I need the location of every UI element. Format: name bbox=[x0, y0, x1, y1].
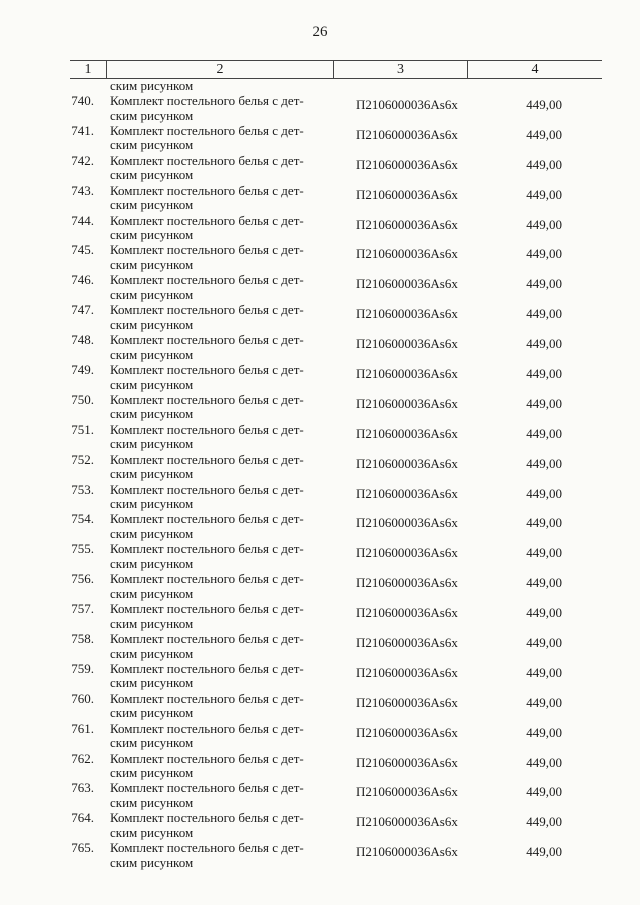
row-number: 743. bbox=[71, 182, 94, 198]
row-description-line-1: Комплект постельного белья с дет- bbox=[110, 571, 304, 587]
row-description-line-2: ским рисунком bbox=[110, 615, 194, 631]
row-description bbox=[110, 243, 330, 272]
row-price: 449,00 bbox=[526, 605, 562, 621]
table-row bbox=[0, 751, 640, 781]
row-number: 757. bbox=[71, 601, 94, 617]
row-price: 449,00 bbox=[526, 694, 562, 710]
row-description-line-2: ским рисунком bbox=[110, 197, 194, 213]
row-description-line-2: ским рисунком bbox=[110, 376, 194, 392]
row-number: 748. bbox=[71, 332, 94, 348]
row-description bbox=[110, 154, 330, 183]
row-description bbox=[110, 273, 330, 302]
row-code: П2106000036Аs6х bbox=[356, 186, 458, 202]
row-code: П2106000036Аs6х bbox=[356, 754, 458, 770]
row-price: 449,00 bbox=[526, 664, 562, 680]
row-number: 749. bbox=[71, 362, 94, 378]
row-description-line-2: ским рисунком bbox=[110, 854, 194, 870]
row-code: П2106000036Аs6х bbox=[356, 784, 458, 800]
row-description-line-1: Комплект постельного белья с дет- bbox=[110, 690, 304, 706]
row-number: 760. bbox=[71, 690, 94, 706]
row-description-line-1: Комплект постельного белья с дет- bbox=[110, 152, 304, 168]
header-col-3: 3 bbox=[334, 61, 468, 79]
row-description-line-1: Комплект постельного белья с дет- bbox=[110, 660, 304, 676]
row-description-line-1: Комплект постельного белья с дет- bbox=[110, 541, 304, 557]
row-description bbox=[110, 214, 330, 243]
row-description-line-1: Комплект постельного белья с дет- bbox=[110, 391, 304, 407]
table-row bbox=[0, 721, 640, 751]
table-row bbox=[0, 392, 640, 422]
row-code: П2106000036Аs6х bbox=[356, 814, 458, 830]
row-number: 746. bbox=[71, 272, 94, 288]
table-body bbox=[0, 93, 640, 870]
table-row bbox=[0, 661, 640, 691]
row-description-line-2: ским рисунком bbox=[110, 346, 194, 362]
row-number: 753. bbox=[71, 481, 94, 497]
row-description-line-1: Комплект постельного белья с дет- bbox=[110, 332, 304, 348]
row-price: 449,00 bbox=[526, 246, 562, 262]
table-row bbox=[0, 422, 640, 452]
table-row bbox=[0, 780, 640, 810]
row-number: 740. bbox=[71, 93, 94, 108]
row-description-line-2: ским рисунком bbox=[110, 585, 194, 601]
row-price: 449,00 bbox=[526, 395, 562, 411]
row-description-line-1: Комплект постельного белья с дет- bbox=[110, 481, 304, 497]
row-price: 449,00 bbox=[526, 276, 562, 292]
row-code: П2106000036Аs6х bbox=[356, 156, 458, 172]
row-description-line-2: ским рисунком bbox=[110, 645, 194, 661]
row-code: П2106000036Аs6х bbox=[356, 664, 458, 680]
row-description bbox=[110, 303, 330, 332]
table-row bbox=[0, 123, 640, 153]
row-price: 449,00 bbox=[526, 485, 562, 501]
row-code: П2106000036Аs6х bbox=[356, 306, 458, 322]
table-row bbox=[0, 93, 640, 123]
row-price: 449,00 bbox=[526, 844, 562, 860]
table-row bbox=[0, 840, 640, 870]
row-number: 742. bbox=[71, 152, 94, 168]
row-description bbox=[110, 453, 330, 482]
row-code: П2106000036Аs6х bbox=[356, 366, 458, 382]
row-description bbox=[110, 632, 330, 661]
row-number: 755. bbox=[71, 541, 94, 557]
row-description-line-1: Комплект постельного белья с дет- bbox=[110, 182, 304, 198]
table-row bbox=[0, 631, 640, 661]
row-description-line-1: Комплект постельного белья с дет- bbox=[110, 511, 304, 527]
row-code: П2106000036Аs6х bbox=[356, 126, 458, 142]
table-row bbox=[0, 183, 640, 213]
row-description-line-2: ским рисунком bbox=[110, 107, 194, 123]
row-description-line-2: ским рисунком bbox=[110, 675, 194, 691]
row-description-line-1: Комплект постельного белья с дет- bbox=[110, 302, 304, 318]
row-description bbox=[110, 811, 330, 840]
table-row bbox=[0, 810, 640, 840]
row-code: П2106000036Аs6х bbox=[356, 694, 458, 710]
row-description bbox=[110, 602, 330, 631]
row-number: 754. bbox=[71, 511, 94, 527]
row-description-line-2: ским рисунком bbox=[110, 406, 194, 422]
table-row bbox=[0, 242, 640, 272]
row-description bbox=[110, 662, 330, 691]
row-price: 449,00 bbox=[526, 754, 562, 770]
row-description-line-2: ским рисунком bbox=[110, 705, 194, 721]
table-row bbox=[0, 332, 640, 362]
row-number: 750. bbox=[71, 391, 94, 407]
row-description-line-1: Комплект постельного белья с дет- bbox=[110, 631, 304, 647]
row-description-line-2: ским рисунком bbox=[110, 735, 194, 751]
page-number: 26 bbox=[312, 24, 328, 40]
row-description-line-1: Комплект постельного белья с дет- bbox=[110, 212, 304, 228]
row-price: 449,00 bbox=[526, 425, 562, 441]
row-description-line-2: ским рисунком bbox=[110, 824, 194, 840]
row-description bbox=[110, 542, 330, 571]
row-price: 449,00 bbox=[526, 575, 562, 591]
row-code: П2106000036Аs6х bbox=[356, 545, 458, 561]
row-price: 449,00 bbox=[526, 186, 562, 202]
row-number: 752. bbox=[71, 451, 94, 467]
row-description-line-1: Комплект постельного белья с дет- bbox=[110, 272, 304, 288]
row-description-line-1: Комплект постельного белья с дет- bbox=[110, 242, 304, 258]
table-row bbox=[0, 213, 640, 243]
table-row bbox=[0, 541, 640, 571]
row-price: 449,00 bbox=[526, 784, 562, 800]
table-row bbox=[0, 302, 640, 332]
row-description bbox=[110, 124, 330, 153]
row-price: 449,00 bbox=[526, 126, 562, 142]
table-header bbox=[70, 60, 602, 79]
row-description-line-2: ским рисунком bbox=[110, 765, 194, 781]
row-description bbox=[110, 722, 330, 751]
row-price: 449,00 bbox=[526, 97, 562, 112]
row-description-line-2: ским рисунком bbox=[110, 794, 194, 810]
row-description bbox=[110, 781, 330, 810]
row-number: 765. bbox=[71, 840, 94, 856]
row-description bbox=[110, 184, 330, 213]
table-row bbox=[0, 272, 640, 302]
header-col-4: 4 bbox=[531, 62, 539, 77]
row-description-line-2: ским рисунком bbox=[110, 555, 194, 571]
row-code: П2106000036Аs6х bbox=[356, 844, 458, 860]
table-row bbox=[0, 571, 640, 601]
table-row bbox=[0, 511, 640, 541]
row-number: 759. bbox=[71, 660, 94, 676]
row-number: 744. bbox=[71, 212, 94, 228]
row-number: 761. bbox=[71, 720, 94, 736]
row-number: 747. bbox=[71, 302, 94, 318]
row-description bbox=[110, 752, 330, 781]
row-price: 449,00 bbox=[526, 216, 562, 232]
row-number: 751. bbox=[71, 421, 94, 437]
row-description-line-1: Комплект постельного белья с дет- bbox=[110, 750, 304, 766]
row-price: 449,00 bbox=[526, 635, 562, 651]
row-code: П2106000036Аs6х bbox=[356, 425, 458, 441]
row-description bbox=[110, 692, 330, 721]
row-code: П2106000036Аs6х bbox=[356, 395, 458, 411]
row-description-line-1: Комплект постельного белья с дет- bbox=[110, 362, 304, 378]
table-row bbox=[0, 691, 640, 721]
row-description-line-2: ским рисунком bbox=[110, 256, 194, 272]
row-number: 763. bbox=[71, 780, 94, 796]
row-description-line-1: Комплект постельного белья с дет- bbox=[110, 601, 304, 617]
row-code: П2106000036Аs6х bbox=[356, 515, 458, 531]
row-description-line-2: ским рисунком bbox=[110, 466, 194, 482]
row-number: 745. bbox=[71, 242, 94, 258]
row-description bbox=[110, 483, 330, 512]
row-code: П2106000036Аs6х bbox=[356, 485, 458, 501]
row-description-line-2: ским рисунком bbox=[110, 227, 194, 243]
row-description-line-1: Комплект постельного белья с дет- bbox=[110, 451, 304, 467]
row-price: 449,00 bbox=[526, 814, 562, 830]
row-description-line-2: ским рисунком bbox=[110, 137, 194, 153]
row-description bbox=[110, 94, 330, 123]
row-description-line-1: Комплект постельного белья с дет- bbox=[110, 780, 304, 796]
row-code: П2106000036Аs6х bbox=[356, 575, 458, 591]
row-code: П2106000036Аs6х bbox=[356, 216, 458, 232]
row-code: П2106000036Аs6х bbox=[356, 336, 458, 352]
row-number: 764. bbox=[71, 810, 94, 826]
row-number: 762. bbox=[71, 750, 94, 766]
table-row bbox=[0, 452, 640, 482]
row-number: 756. bbox=[71, 571, 94, 587]
row-code: П2106000036Аs6х bbox=[356, 635, 458, 651]
row-price: 449,00 bbox=[526, 156, 562, 172]
row-description-line-2: ским рисунком bbox=[110, 496, 194, 512]
row-price: 449,00 bbox=[526, 306, 562, 322]
row-description bbox=[110, 393, 330, 422]
table-row bbox=[0, 153, 640, 183]
row-description bbox=[110, 333, 330, 362]
row-code: П2106000036Аs6х bbox=[356, 455, 458, 471]
row-description-line-1: Комплект постельного белья с дет- bbox=[110, 720, 304, 736]
row-description-line-2: ским рисунком bbox=[110, 436, 194, 452]
row-description-line-2: ским рисунком bbox=[110, 286, 194, 302]
row-description-line-1: Комплект постельного белья с дет- bbox=[110, 93, 304, 108]
header-col-1: 1 bbox=[70, 61, 107, 79]
row-price: 449,00 bbox=[526, 455, 562, 471]
row-code: П2106000036Аs6х bbox=[356, 97, 458, 112]
row-description-line-1: Комплект постельного белья с дет- bbox=[110, 421, 304, 437]
row-price: 449,00 bbox=[526, 336, 562, 352]
table-row bbox=[0, 362, 640, 392]
row-code: П2106000036Аs6х bbox=[356, 276, 458, 292]
row-price: 449,00 bbox=[526, 724, 562, 740]
row-description bbox=[110, 363, 330, 392]
row-code: П2106000036Аs6х bbox=[356, 605, 458, 621]
row-number: 741. bbox=[71, 122, 94, 138]
row-description bbox=[110, 512, 330, 541]
table-row bbox=[0, 601, 640, 631]
row-description-line-2: ским рисунком bbox=[110, 525, 194, 541]
row-description bbox=[110, 572, 330, 601]
row-price: 449,00 bbox=[526, 366, 562, 382]
row-description-line-1: Комплект постельного белья с дет- bbox=[110, 840, 304, 856]
row-description-line-2: ским рисунком bbox=[110, 316, 194, 332]
row-code: П2106000036Аs6х bbox=[356, 724, 458, 740]
row-code: П2106000036Аs6х bbox=[356, 246, 458, 262]
row-number: 758. bbox=[71, 631, 94, 647]
row-price: 449,00 bbox=[526, 515, 562, 531]
table-row bbox=[0, 482, 640, 512]
carryover-text: ским рисунком bbox=[110, 78, 194, 93]
row-description bbox=[110, 841, 330, 870]
row-price: 449,00 bbox=[526, 545, 562, 561]
header-col-2: 2 bbox=[107, 61, 334, 79]
row-description-line-1: Комплект постельного белья с дет- bbox=[110, 122, 304, 138]
row-description-line-2: ским рисунком bbox=[110, 167, 194, 183]
row-description bbox=[110, 423, 330, 452]
row-description-line-1: Комплект постельного белья с дет- bbox=[110, 810, 304, 826]
